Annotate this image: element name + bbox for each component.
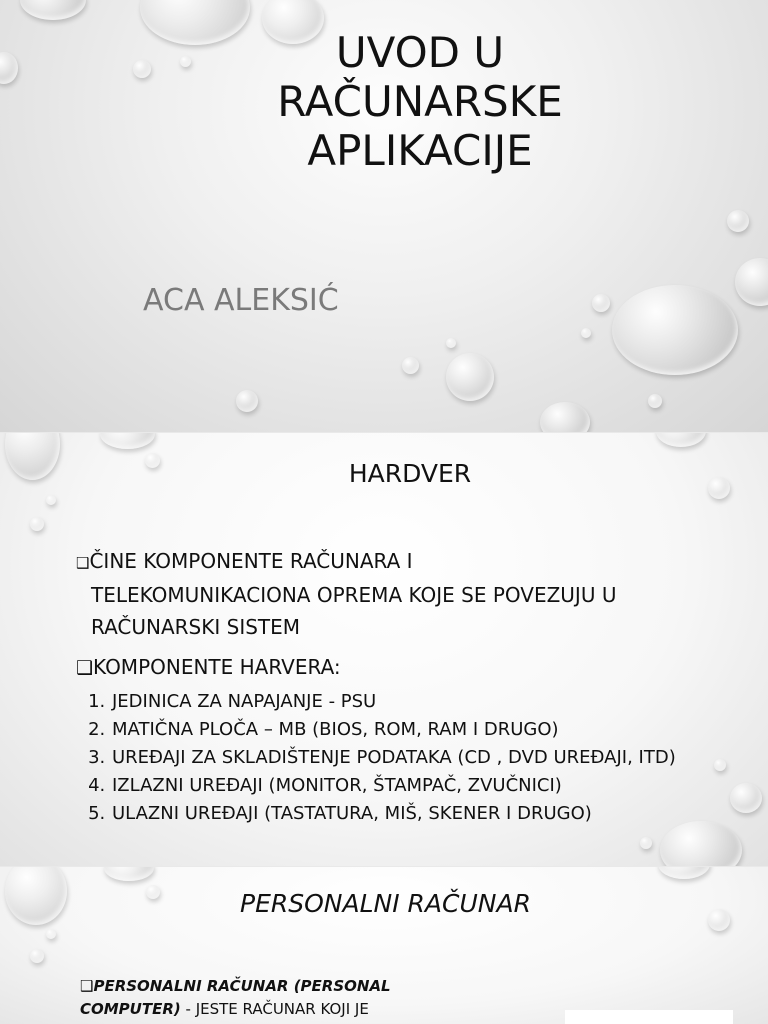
bullet-text: ČINE KOMPONENTE RAČUNARA I	[89, 549, 413, 573]
title-line: UVOD U	[335, 28, 505, 77]
bullet-square-icon: ❑	[76, 657, 94, 679]
water-drop	[730, 783, 762, 813]
list-item: 5. ULAZNI UREĐAJI (TASTATURA, MIŠ, SKENER I DRUGO)	[111, 800, 716, 828]
bullet-item	[76, 651, 716, 684]
water-drop	[592, 294, 610, 312]
water-drop	[46, 495, 56, 505]
slide-personalni-racunar	[0, 867, 768, 1024]
bullet-item	[76, 545, 716, 643]
water-drop	[100, 433, 155, 449]
water-drop	[708, 909, 730, 931]
water-drop	[236, 390, 258, 412]
slide-title: PERSONALNI RAČUNAR	[240, 889, 531, 918]
water-drop	[402, 357, 419, 374]
bullet-text: RAČUNARSKI SISTEM	[91, 615, 301, 639]
water-drop	[140, 0, 250, 45]
water-drop	[20, 0, 86, 20]
computer-image	[565, 1010, 733, 1024]
water-drop	[133, 60, 151, 78]
water-drop	[648, 394, 662, 408]
slide-body	[80, 975, 480, 1021]
title-line: APLIKACIJE	[307, 126, 533, 175]
water-drop	[540, 402, 590, 432]
author-name: ACA ALEKSIĆ	[143, 283, 339, 318]
slide-body	[76, 545, 716, 828]
title-line: RAČUNARSKE	[277, 77, 563, 126]
water-drop	[146, 885, 160, 899]
water-drop	[581, 328, 591, 338]
bullet-text: - JESTE RAČUNAR KOJI JE	[180, 1000, 369, 1018]
water-drop	[180, 56, 191, 67]
slide-title	[0, 0, 768, 432]
list-item: 1. JEDINICA ZA NAPAJANJE - PSU	[111, 688, 716, 716]
water-drop	[640, 837, 652, 849]
presentation-title	[240, 28, 600, 175]
water-drop	[735, 258, 768, 306]
slide-title: HARDVER	[348, 459, 472, 488]
bullet-text: TELEKOMUNIKACIONA OPREMA KOJE SE POVEZUJU U	[91, 583, 617, 607]
list-item: 4. IZLAZNI UREĐAJI (MONITOR, ŠTAMPAČ, ZVUČNICI)	[111, 772, 716, 800]
water-drop	[656, 433, 706, 447]
water-drop	[446, 353, 494, 401]
water-drop	[46, 929, 56, 939]
water-drop	[446, 338, 456, 348]
water-drop	[30, 949, 44, 963]
water-drop	[612, 285, 738, 375]
bullet-text: KOMPONENTE HARVERA:	[93, 655, 341, 679]
water-drop	[5, 867, 67, 925]
water-drop	[30, 517, 44, 531]
water-drop	[0, 52, 18, 84]
water-drop	[104, 867, 154, 881]
list-item: 3. UREĐAJI ZA SKLADIŠTENJE PODATAKA (CD , DVD UREĐAJI, ITD)	[111, 744, 716, 772]
water-drop	[727, 210, 749, 232]
list-item: 2. MATIČNA PLOČA – MB (BIOS, ROM, RAM I DRUGO)	[111, 716, 716, 744]
water-drop	[658, 867, 710, 879]
slide-hardver	[0, 433, 768, 866]
bullet-square-icon: ❑	[80, 977, 94, 995]
bullet-square-icon: ❑	[76, 554, 90, 572]
bold-term: PERSONALNI RAČUNAR (PERSONAL COMPUTER)	[80, 977, 391, 1018]
hardware-component-list	[76, 688, 716, 828]
